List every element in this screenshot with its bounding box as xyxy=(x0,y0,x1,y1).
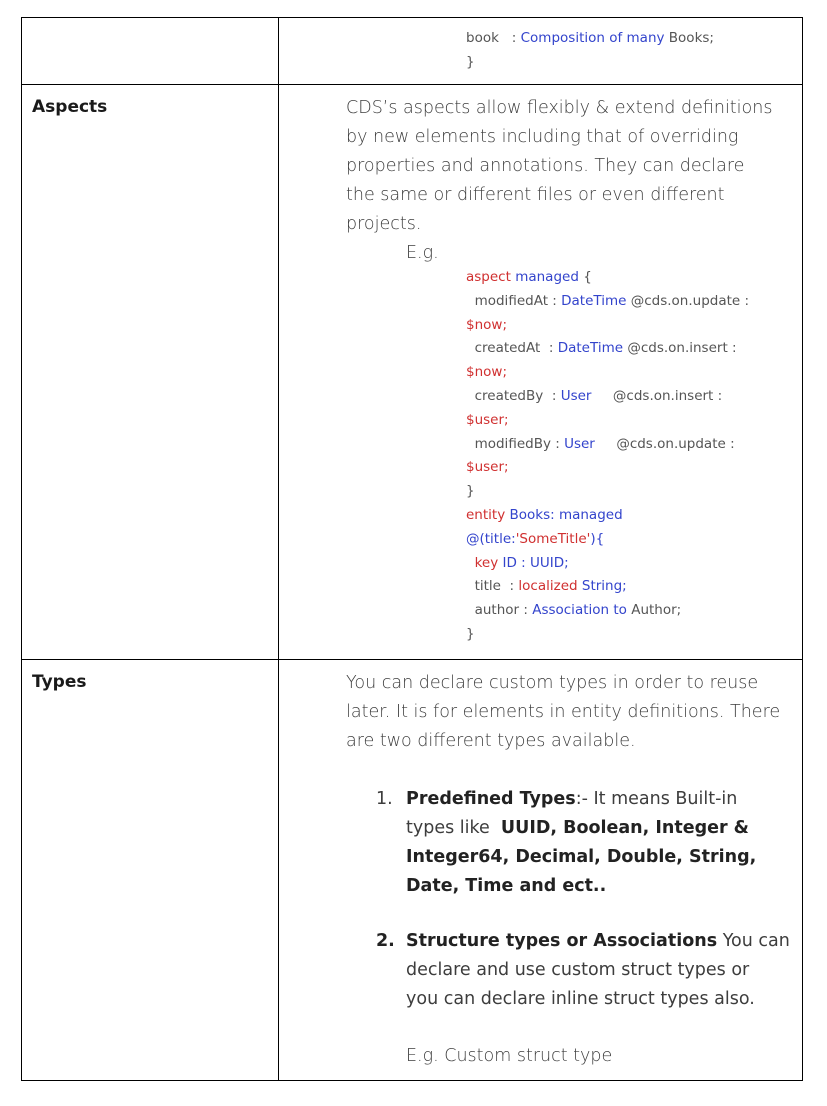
text-line: by new elements including that of overriding xyxy=(346,127,739,147)
code-line: $user; xyxy=(466,459,509,476)
list-item-structure-types xyxy=(406,927,790,1014)
list-item-predefined-types xyxy=(406,785,756,901)
list-item-line: declare and use custom struct types or xyxy=(406,960,750,980)
code-line: title : localized String; xyxy=(466,578,627,595)
code-line: $now; xyxy=(466,364,507,381)
list-item-line: Structure types or Associations You can xyxy=(406,931,790,951)
code-line: entity Books: managed xyxy=(466,506,623,523)
text-line: projects. xyxy=(346,214,422,234)
aspects-code-block xyxy=(466,266,749,647)
code-line: } xyxy=(466,625,475,642)
code-line: @(title:'SomeTitle'){ xyxy=(466,530,605,547)
row-label-aspects: Aspects xyxy=(32,97,108,117)
code-line: author : Association to Author; xyxy=(466,602,682,619)
row-label-types: Types xyxy=(32,672,87,692)
list-item-line: Date, Time and ect.. xyxy=(406,876,607,896)
code-line: modifiedBy : User @cds.on.update : xyxy=(466,435,735,452)
list-number-1: 1. xyxy=(376,789,393,809)
content-table xyxy=(21,17,803,1081)
code-line: $now; xyxy=(466,316,507,333)
code-line: createdBy : User @cds.on.insert : xyxy=(466,387,723,404)
text-line: later. It is for elements in entity definitions. There xyxy=(346,702,781,722)
aspects-description xyxy=(346,94,772,239)
row-divider xyxy=(22,659,802,660)
column-divider xyxy=(278,18,279,1080)
code-line: createdAt : DateTime @cds.on.insert : xyxy=(466,340,737,357)
code-line: } xyxy=(466,483,475,500)
code-line: book : Composition of many Books; xyxy=(466,30,714,46)
list-item-line: Integer64, Decimal, Double, String, xyxy=(406,847,757,867)
list-number-2: 2. xyxy=(376,931,395,951)
aspects-example-label: E.g. xyxy=(406,243,439,263)
text-line: properties and annotations. They can declare xyxy=(346,156,745,176)
text-line: CDS’s aspects allow flexibly & extend definitions xyxy=(346,98,773,118)
list-item-line: types like UUID, Boolean, Integer & xyxy=(406,818,749,838)
code-line: $user; xyxy=(466,411,509,428)
code-line: modifiedAt : DateTime @cds.on.update : xyxy=(466,292,750,309)
code-line: aspect managed { xyxy=(466,269,592,285)
row-divider xyxy=(22,84,802,85)
list-item-line: you can declare inline struct types also. xyxy=(406,989,755,1009)
code-line: key ID : UUID; xyxy=(466,554,569,571)
code-line: } xyxy=(466,53,475,70)
text-line: the same or different files or even different xyxy=(346,185,725,205)
code-block-continued xyxy=(466,27,714,75)
types-description xyxy=(346,669,780,756)
text-line: You can declare custom types in order to reuse xyxy=(346,673,759,693)
text-line: are two different types available. xyxy=(346,731,636,751)
list-item-line: Predefined Types:- It means Built-in xyxy=(406,789,738,809)
types-example-label: E.g. Custom struct type xyxy=(406,1046,613,1066)
